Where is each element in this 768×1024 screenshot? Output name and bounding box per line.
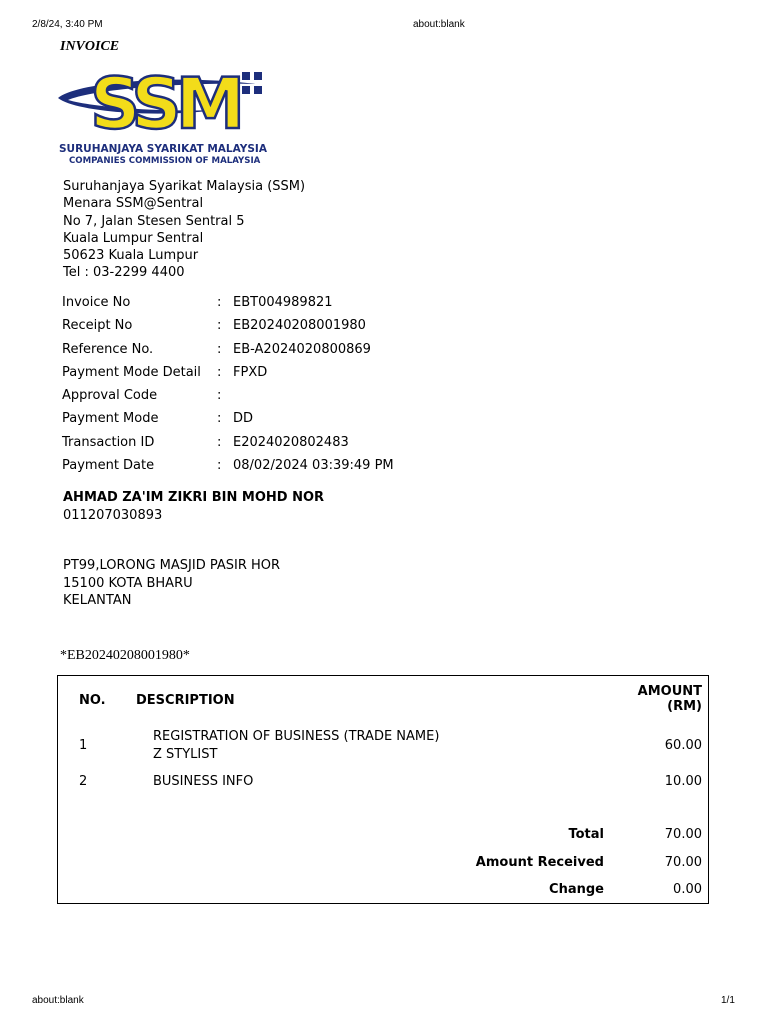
info-separator: :	[217, 388, 222, 404]
row-2-amount: 10.00	[664, 774, 702, 789]
change-value: 0.00	[673, 882, 702, 897]
info-value: E2024020802483	[233, 434, 349, 450]
info-separator: :	[217, 411, 222, 427]
amount-received-label: Amount Received	[475, 855, 604, 870]
address-line: Kuala Lumpur Sentral	[63, 230, 204, 246]
customer-address-line: KELANTAN	[63, 593, 132, 608]
ssm-logo	[56, 60, 276, 172]
info-separator: :	[217, 295, 222, 310]
row-2-no: 2	[79, 774, 88, 789]
header-amount-line-1: AMOUNT	[637, 684, 702, 699]
address-line: No 7, Jalan Stesen Sentral 5	[63, 213, 245, 229]
print-footer-url: about:blank	[32, 995, 84, 1006]
header-description: DESCRIPTION	[136, 693, 235, 708]
customer-address-line: PT99,LORONG MASJID PASIR HOR	[63, 558, 281, 573]
info-label: Reference No.	[62, 341, 154, 357]
info-value: FPXD	[233, 364, 268, 380]
info-label: Payment Date	[62, 458, 155, 474]
info-value: EBT004989821	[233, 295, 333, 310]
company-address	[63, 178, 305, 282]
row-1-amount: 60.00	[664, 738, 702, 753]
info-label: Transaction ID	[62, 434, 155, 450]
info-value: DD	[233, 411, 254, 427]
info-separator: :	[217, 458, 222, 474]
print-page-count: 1/1	[721, 995, 735, 1006]
row-1-no: 1	[79, 738, 88, 753]
info-label: Approval Code	[62, 388, 158, 404]
change-label: Change	[549, 882, 604, 897]
info-value: EB-A2024020800869	[233, 341, 371, 357]
header-no: NO.	[79, 693, 106, 708]
customer-address-line: 15100 KOTA BHARU	[63, 575, 193, 591]
header-amount	[638, 684, 702, 714]
ssm-logo-graphic	[56, 60, 276, 168]
row-1-description-line-1: REGISTRATION OF BUSINESS (TRADE NAME)	[153, 729, 440, 744]
info-label: Receipt No	[62, 318, 133, 334]
invoice-title: INVOICE	[60, 39, 120, 54]
svg-text:SSM: SSM	[90, 63, 240, 145]
row-2-description: BUSINESS INFO	[153, 774, 254, 789]
info-value: 08/02/2024 03:39:49 PM	[233, 458, 394, 474]
svg-text:COMPANIES COMMISSION OF MALAYS: COMPANIES COMMISSION OF MALAYSIA	[69, 156, 261, 166]
invoice-table	[57, 675, 709, 904]
info-separator: :	[217, 341, 222, 357]
total-label: Total	[568, 827, 604, 842]
address-line: Menara SSM@Sentral	[63, 196, 204, 212]
info-label: Payment Mode Detail	[62, 364, 201, 380]
svg-text:SURUHANJAYA SYARIKAT MALAYSIA: SURUHANJAYA SYARIKAT MALAYSIA	[59, 143, 267, 155]
customer-id-no: 011207030893	[63, 507, 163, 523]
customer-block	[63, 489, 324, 610]
row-1-description-line-2: Z STYLIST	[153, 747, 218, 762]
info-label: Payment Mode	[62, 411, 159, 427]
header-amount-line-2: (RM)	[667, 699, 702, 714]
amount-received-value: 70.00	[664, 855, 702, 870]
address-line: Tel : 03-2299 4400	[63, 265, 185, 281]
info-separator: :	[217, 318, 222, 334]
address-line: 50623 Kuala Lumpur	[63, 248, 199, 264]
info-value: EB20240208001980	[233, 318, 366, 334]
info-separator: :	[217, 434, 222, 450]
info-separator: :	[217, 364, 222, 380]
print-page-title: about:blank	[413, 19, 465, 30]
total-value: 70.00	[664, 827, 702, 842]
info-label: Invoice No	[62, 295, 131, 310]
barcode-text: *EB20240208001980*	[60, 648, 190, 663]
print-datetime: 2/8/24, 3:40 PM	[32, 19, 103, 30]
customer-name: AHMAD ZA'IM ZIKRI BIN MOHD NOR	[63, 490, 325, 505]
address-line: Suruhanjaya Syarikat Malaysia (SSM)	[63, 179, 306, 194]
